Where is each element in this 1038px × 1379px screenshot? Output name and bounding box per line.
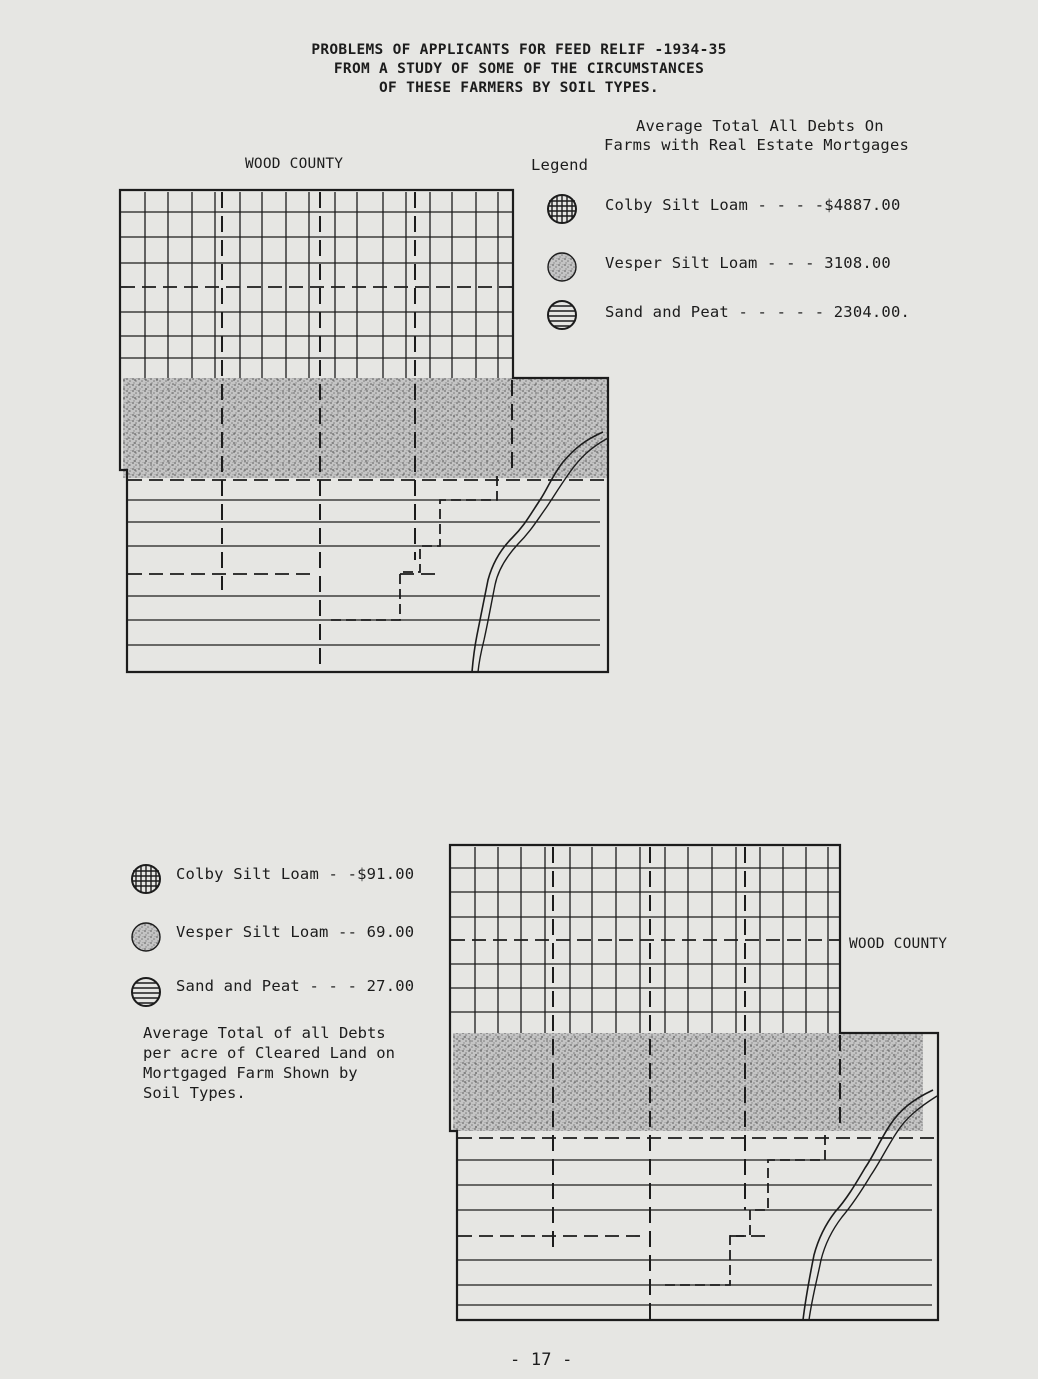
map2-legend-colby: Colby Silt Loam - -$91.00	[176, 865, 415, 883]
map2-note-line-4: Soil Types.	[143, 1084, 246, 1102]
map1-heading-line-1: Average Total All Debts On	[636, 117, 884, 135]
map2-note-line-3: Mortgaged Farm Shown by	[143, 1064, 358, 1082]
map2-legend-sand: Sand and Peat - - - 27.00	[176, 977, 415, 995]
map2-note-line-1: Average Total of all Debts	[143, 1024, 386, 1042]
title-line-2: FROM A STUDY OF SOME OF THE CIRCUMSTANCES	[333, 61, 705, 77]
stripe-pattern-icon	[132, 978, 160, 1006]
map2-note	[143, 1023, 395, 1103]
map2-legend-vesper: Vesper Silt Loam -- 69.00	[176, 923, 415, 941]
map1-heading-line-2: Farms with Real Estate Mortgages	[604, 136, 910, 154]
title-line-1: PROBLEMS OF APPLICANTS FOR FEED RELIF -1934-35	[311, 42, 727, 58]
map1-legend-title: Legend	[531, 156, 589, 174]
title-line-3: OF THESE FARMERS BY SOIL TYPES.	[379, 80, 659, 96]
map1-legend-vesper: Vesper Silt Loam - - - 3108.00	[605, 254, 891, 272]
map2-county-label: WOOD COUNTY	[849, 936, 948, 952]
grid-pattern-icon	[132, 865, 160, 893]
page-number: - 17 -	[510, 1350, 573, 1370]
map2-note-line-2: per acre of Cleared Land on	[143, 1044, 395, 1062]
map1-county-label: WOOD COUNTY	[245, 156, 344, 172]
map1-legend-colby: Colby Silt Loam - - - -$4887.00	[605, 196, 901, 214]
stipple-pattern-icon	[132, 923, 160, 951]
map1-legend-sand: Sand and Peat - - - - - 2304.00.	[605, 303, 911, 321]
